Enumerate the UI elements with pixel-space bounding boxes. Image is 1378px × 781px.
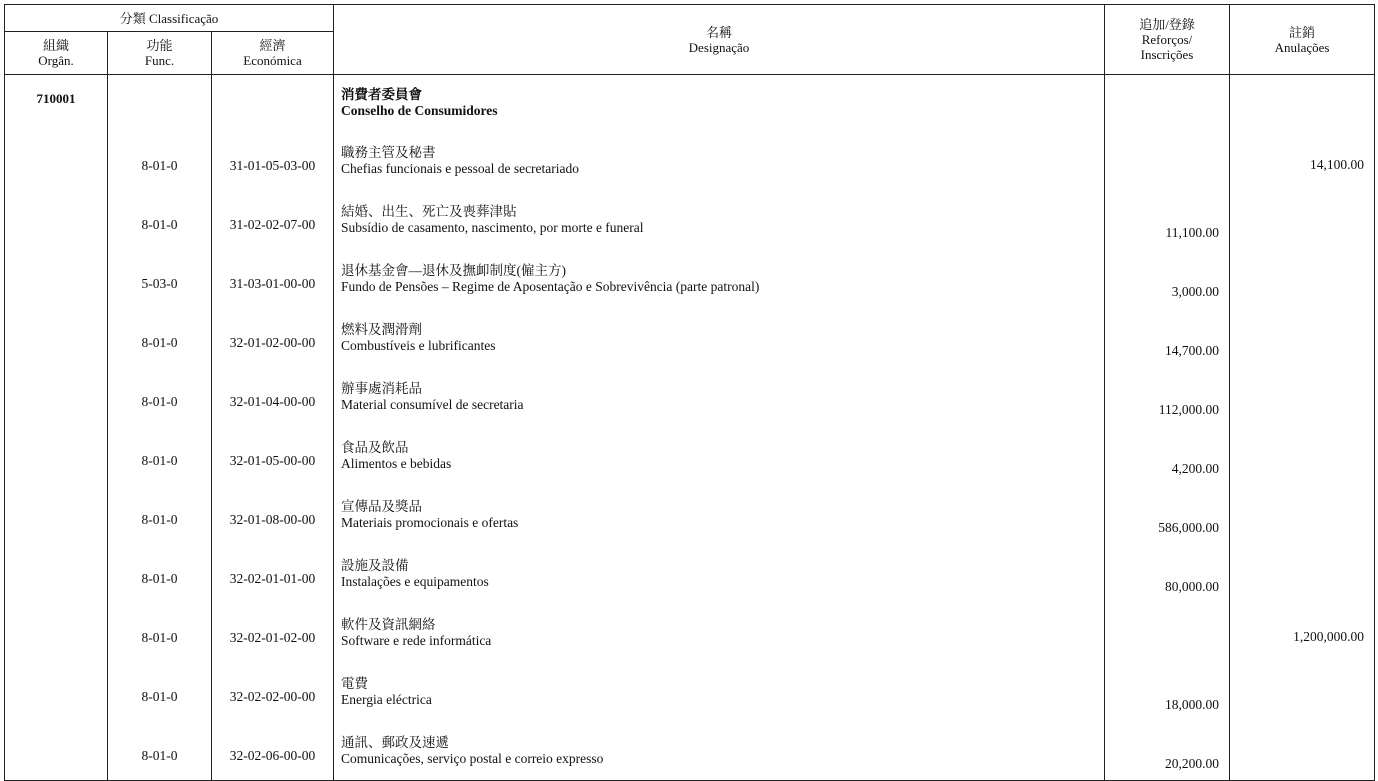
organic-cell bbox=[5, 249, 108, 308]
annulment-amount bbox=[1230, 426, 1375, 485]
functional-code: 8-01-0 bbox=[108, 308, 212, 367]
reinforcement-amount: 586,000.00 bbox=[1105, 485, 1230, 544]
organic-cell bbox=[5, 721, 108, 781]
designation-zh: 設施及設備 bbox=[341, 557, 409, 573]
designation-pt: Materiais promocionais e ofertas bbox=[341, 514, 519, 530]
functional-code: 8-01-0 bbox=[108, 485, 212, 544]
annulment-amount: 14,100.00 bbox=[1230, 131, 1375, 190]
economic-code: 32-01-04-00-00 bbox=[212, 367, 334, 426]
designation-zh: 退休基金會—退休及撫卹制度(僱主方) bbox=[341, 262, 566, 278]
designation-cell bbox=[334, 603, 1105, 662]
designation-pt: Software e rede informática bbox=[341, 632, 492, 648]
reinforcement-amount: 11,100.00 bbox=[1105, 190, 1230, 249]
designation-zh: 辦事處消耗品 bbox=[341, 380, 422, 396]
economic-code: 32-02-02-00-00 bbox=[212, 662, 334, 721]
annulment-amount: 1,200,000.00 bbox=[1230, 603, 1375, 662]
economic-code: 32-02-01-01-00 bbox=[212, 544, 334, 603]
organic-cell bbox=[5, 367, 108, 426]
designation-zh: 結婚、出生、死亡及喪葬津貼 bbox=[341, 203, 517, 219]
reinforcement-amount: 18,000.00 bbox=[1105, 662, 1230, 721]
designation-cell bbox=[334, 367, 1105, 426]
organic-cell bbox=[5, 603, 108, 662]
table-row bbox=[5, 603, 1375, 662]
entity-name bbox=[334, 75, 1105, 132]
economic-code: 31-03-01-00-00 bbox=[212, 249, 334, 308]
economic-code: 31-02-02-07-00 bbox=[212, 190, 334, 249]
functional-code: 8-01-0 bbox=[108, 544, 212, 603]
designation-pt: Alimentos e bebidas bbox=[341, 455, 452, 471]
economic-header-pt: Económica bbox=[243, 53, 302, 68]
organic-cell bbox=[5, 308, 108, 367]
designation-zh: 食品及飲品 bbox=[341, 439, 409, 455]
designation-cell bbox=[334, 662, 1105, 721]
economic-code: 32-02-01-02-00 bbox=[212, 603, 334, 662]
economic-header bbox=[212, 32, 334, 75]
designation-pt: Instalações e equipamentos bbox=[341, 573, 489, 589]
designation-header bbox=[334, 5, 1105, 75]
table-row bbox=[5, 190, 1375, 249]
reinforcement-amount: 20,200.00 bbox=[1105, 721, 1230, 781]
classification-header: 分類 Classificação bbox=[5, 5, 334, 32]
table-body bbox=[5, 75, 1375, 781]
economic-code: 31-01-05-03-00 bbox=[212, 131, 334, 190]
annulments-header-zh: 註銷 bbox=[1288, 24, 1315, 40]
reinforcement-amount bbox=[1105, 603, 1230, 662]
reinforcement-amount: 14,700.00 bbox=[1105, 308, 1230, 367]
functional-header-pt: Func. bbox=[144, 53, 175, 68]
table-row bbox=[5, 544, 1375, 603]
annulment-amount bbox=[1230, 367, 1375, 426]
economic-code: 32-02-06-00-00 bbox=[212, 721, 334, 781]
annulment-amount bbox=[1230, 662, 1375, 721]
designation-cell bbox=[334, 131, 1105, 190]
reinforcements-header-zh: 追加/登錄 bbox=[1139, 17, 1195, 32]
economic-code: 32-01-08-00-00 bbox=[212, 485, 334, 544]
designation-zh: 燃料及潤滑劑 bbox=[341, 321, 422, 337]
functional-code: 8-01-0 bbox=[108, 426, 212, 485]
functional-code: 8-01-0 bbox=[108, 190, 212, 249]
functional-code: 8-01-0 bbox=[108, 367, 212, 426]
table-row bbox=[5, 249, 1375, 308]
annulment-amount bbox=[1230, 308, 1375, 367]
reinforcement-amount: 80,000.00 bbox=[1105, 544, 1230, 603]
reinforcement-amount: 3,000.00 bbox=[1105, 249, 1230, 308]
designation-cell bbox=[334, 426, 1105, 485]
functional-code: 5-03-0 bbox=[108, 249, 212, 308]
reinforcement-amount: 112,000.00 bbox=[1105, 367, 1230, 426]
organic-cell bbox=[5, 190, 108, 249]
organic-header-pt: Orgân. bbox=[38, 53, 74, 68]
entity-code: 710001 bbox=[5, 75, 108, 132]
table-row bbox=[5, 426, 1375, 485]
designation-pt: Energia eléctrica bbox=[341, 691, 432, 707]
table-row bbox=[5, 721, 1375, 781]
table-row bbox=[5, 662, 1375, 721]
table-row bbox=[5, 367, 1375, 426]
reinforcements-header bbox=[1105, 5, 1230, 75]
budget-table bbox=[4, 4, 1375, 781]
functional-code: 8-01-0 bbox=[108, 721, 212, 781]
designation-cell bbox=[334, 190, 1105, 249]
entity-name-pt: Conselho de Consumidores bbox=[341, 103, 498, 118]
reinforcements-header-pt1: Reforços/ bbox=[1141, 32, 1193, 47]
designation-pt: Material consumível de secretaria bbox=[341, 396, 524, 412]
functional-code: 8-01-0 bbox=[108, 603, 212, 662]
functional-header bbox=[108, 32, 212, 75]
organic-cell bbox=[5, 426, 108, 485]
reinforcement-amount: 4,200.00 bbox=[1105, 426, 1230, 485]
entity-name-zh: 消費者委員會 bbox=[341, 87, 422, 102]
annulments-header bbox=[1230, 5, 1375, 75]
table-row bbox=[5, 131, 1375, 190]
designation-cell bbox=[334, 485, 1105, 544]
designation-zh: 宣傳品及獎品 bbox=[341, 498, 422, 514]
reinforcement-amount bbox=[1105, 131, 1230, 190]
designation-header-zh: 名稱 bbox=[705, 24, 732, 40]
designation-pt: Chefias funcionais e pessoal de secretariado bbox=[341, 160, 580, 176]
economic-header-zh: 經濟 bbox=[259, 38, 286, 53]
economic-code: 32-01-02-00-00 bbox=[212, 308, 334, 367]
functional-code: 8-01-0 bbox=[108, 131, 212, 190]
annulment-amount bbox=[1230, 249, 1375, 308]
reinforcements-header-pt2: Inscrições bbox=[1140, 47, 1194, 62]
designation-zh: 職務主管及秘書 bbox=[341, 144, 436, 160]
organic-cell bbox=[5, 485, 108, 544]
organic-cell bbox=[5, 544, 108, 603]
designation-pt: Comunicações, serviço postal e correio expresso bbox=[341, 750, 604, 766]
functional-header-zh: 功能 bbox=[146, 38, 173, 53]
designation-header-pt: Designação bbox=[688, 39, 750, 55]
entity-row bbox=[5, 75, 1375, 132]
economic-code: 32-01-05-00-00 bbox=[212, 426, 334, 485]
designation-cell bbox=[334, 308, 1105, 367]
organic-cell bbox=[5, 662, 108, 721]
header-row-top bbox=[5, 5, 1375, 32]
table-row bbox=[5, 485, 1375, 544]
table-row bbox=[5, 308, 1375, 367]
designation-cell bbox=[334, 721, 1105, 781]
designation-cell bbox=[334, 544, 1105, 603]
designation-pt: Combustíveis e lubrificantes bbox=[341, 337, 496, 353]
designation-pt: Subsídio de casamento, nascimento, por morte e funeral bbox=[341, 219, 644, 235]
designation-cell bbox=[334, 249, 1105, 308]
designation-pt: Fundo de Pensões – Regime de Aposentação e Sobrevivência (parte patronal) bbox=[341, 278, 760, 294]
designation-zh: 電費 bbox=[341, 675, 368, 691]
functional-code: 8-01-0 bbox=[108, 662, 212, 721]
annulments-header-pt: Anulações bbox=[1274, 39, 1330, 55]
designation-zh: 軟件及資訊網絡 bbox=[341, 616, 436, 632]
annulment-amount bbox=[1230, 190, 1375, 249]
organic-header-zh: 組織 bbox=[42, 38, 69, 53]
designation-zh: 通訊、郵政及速遞 bbox=[341, 734, 449, 750]
organic-header bbox=[5, 32, 108, 75]
annulment-amount bbox=[1230, 485, 1375, 544]
annulment-amount bbox=[1230, 544, 1375, 603]
annulment-amount bbox=[1230, 721, 1375, 781]
organic-cell bbox=[5, 131, 108, 190]
